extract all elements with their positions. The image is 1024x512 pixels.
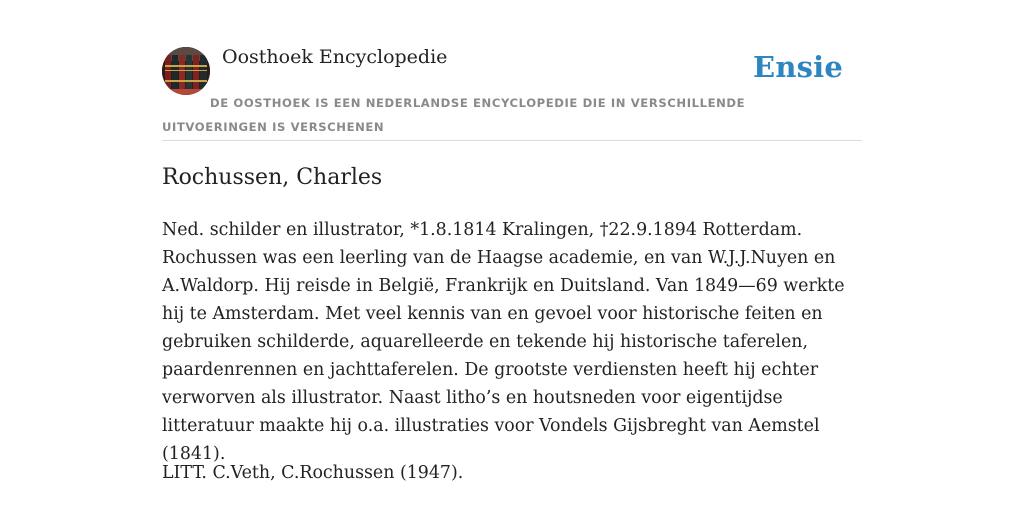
brand-logo[interactable]: Ensie <box>753 50 843 84</box>
site-header <box>162 0 862 141</box>
article-title: Rochussen, Charles <box>162 165 383 190</box>
article-literature: LITT. C.Veth, C.Rochussen (1947). <box>162 463 464 483</box>
site-tagline: DE OOSTHOEK IS EEN NEDERLANDSE ENCYCLOPEDIE DIE IN VERSCHILLENDE UITVOERINGEN IS VERSCHENEN <box>162 96 746 134</box>
site-name[interactable]: Oosthoek Encyclopedie <box>222 46 448 68</box>
book-spines-icon[interactable] <box>162 47 210 95</box>
article-body: Ned. schilder en illustrator, *1.8.1814 Kralingen, †22.9.1894 Rotterdam. Rochussen was een leerling van de Haagse academie, en van W.J.J.Nuyen en A.Waldorp. Hij reisde in België, Frankrijk en Duitsland. Van 1849—69 werkte hij te Amsterdam. Met veel kennis van en gevoel voor historische feiten en gebruiken schilderde, aquarelleerde en tekende hij historische taferelen, paardenrennen en jachttaferelen. De grootste verdiensten heeft hij echter verworven als illustrator. Naast litho’s en houtsneden voor eigentijdse litteratuur maakte hij o.a. illustraties voor Vondels Gijsbreght van Aemstel (1841). <box>162 220 845 464</box>
page <box>162 0 862 512</box>
